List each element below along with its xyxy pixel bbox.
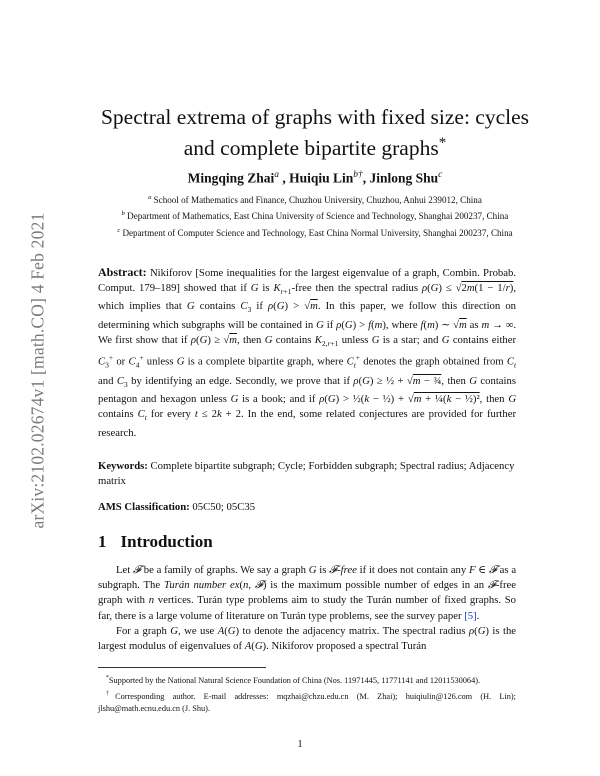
author-name: Huiqiu Lin: [289, 170, 354, 186]
author-name: Mingqing Zhai: [187, 170, 275, 186]
affiliation-b: $^b$ Department of Mathematics, East China University of Science and Technology, Shanghai 200237, China: [121, 210, 509, 222]
section-heading: 1 Introduction: [98, 532, 213, 551]
abstract-label: Abstract:: [98, 265, 147, 279]
footnotes: [98, 672, 516, 716]
keywords-label: Keywords:: [98, 460, 148, 472]
arxiv-id: arXiv:2102.02674v1 [math.CO] 4 Feb 2021: [27, 212, 48, 528]
footnote: †Corresponding author. E-mail addresses: mqzhai@chzu.edu.cn (M. Zhai); huiqiulin@126.com (H. Lin); jlshu@math.ecnu.edu.cn (J. Shu).: [98, 690, 516, 713]
affiliation-c: $^c$ Department of Computer Science and Technology, East China Normal University, Shanghai 200237, China: [117, 227, 513, 239]
footnote: *Supported by the National Natural Science Foundation of China (Nos. 11971445, 11771141 and 12011530064).: [106, 675, 481, 685]
citation-link[interactable]: [5]: [464, 609, 477, 622]
intro-paragraph: Let 𝓕 be a family of graphs. We say a graph G is 𝓕-free if it does not contain any F ∈ 𝓕 as a subgraph. The Turán number ex(n, 𝓕) is the maximum possible number of edges in an 𝓕-free graph with n vertices. Turán type problems aim to study the Turán number of fixed graphs. So far, there is a large volume of literature on Turán type problems, see the survey paper [5].: [98, 564, 517, 622]
page-number: 1: [297, 738, 303, 750]
abstract: Abstract: Nikiforov [Some inequalities for the largest eigenvalue of a graph, Combin. Probab. Comput. 179–189] showed that if G is $K_{r+1}$-free then the spectral radius ρ(G) ≤ √2m(1 − 1/r), which implies that G contains $C_3$ if ρ(G) > √m. In this paper, we follow this direction on determining which subgraphs will be contained in G if ρ(G) > f(m), where f(m) ∼ √m as m → ∞. We first show that if ρ(G) ≥ √m, then G contains $K_{2,r+1}$ unless G is a star; and G contains either $C_3^+$ or $C_4^+$ unless G is a complete bipartite graph, where $C_t^+$ denotes the graph obtained from $C_t$ and $C_3$ by identifying an edge. Secondly, we prove that if ρ(G) ≥ ½ + √m − ¾, then G contains pentagon and hexagon unless G is a book; and if ρ(G) > ½(k − ½) + √m + ¼(k − ½)², then G contains $C_t$ for every t ≤ 2k + 2. In the end, some related conjectures are provided for further research.: [98, 265, 517, 439]
introduction-text: [98, 563, 516, 654]
arxiv-stamp: [18, 175, 58, 565]
ams-label: AMS Classification:: [98, 501, 190, 513]
author-list: Mingqing Zhai$^a$ , Huiqiu Lin$^{b\dagger}$, Jinlong Shu$^c$: [187, 170, 443, 186]
keywords: Keywords: Complete bipartite subgraph; Cycle; Forbidden subgraph; Spectral radius; Adjacency matrix: [98, 460, 515, 487]
affiliation-a: $^a$ School of Mathematics and Finance, Chuzhou University, Chuzhou, Anhui 239012, China: [148, 194, 482, 206]
intro-paragraph: For a graph G, we use A(G) to denote the adjacency matrix. The spectral radius ρ(G) is the largest modulus of eigenvalues of A(G). Nikiforov proposed a spectral Turán: [98, 624, 517, 653]
ams-classification: AMS Classification: 05C50; 05C35: [98, 501, 256, 513]
paper-title: Spectral extrema of graphs with fixed size: cycles and complete bipartite graphs*: [100, 105, 530, 161]
author-name: Jinlong Shu: [369, 170, 439, 186]
footnote-rule: [98, 667, 266, 668]
